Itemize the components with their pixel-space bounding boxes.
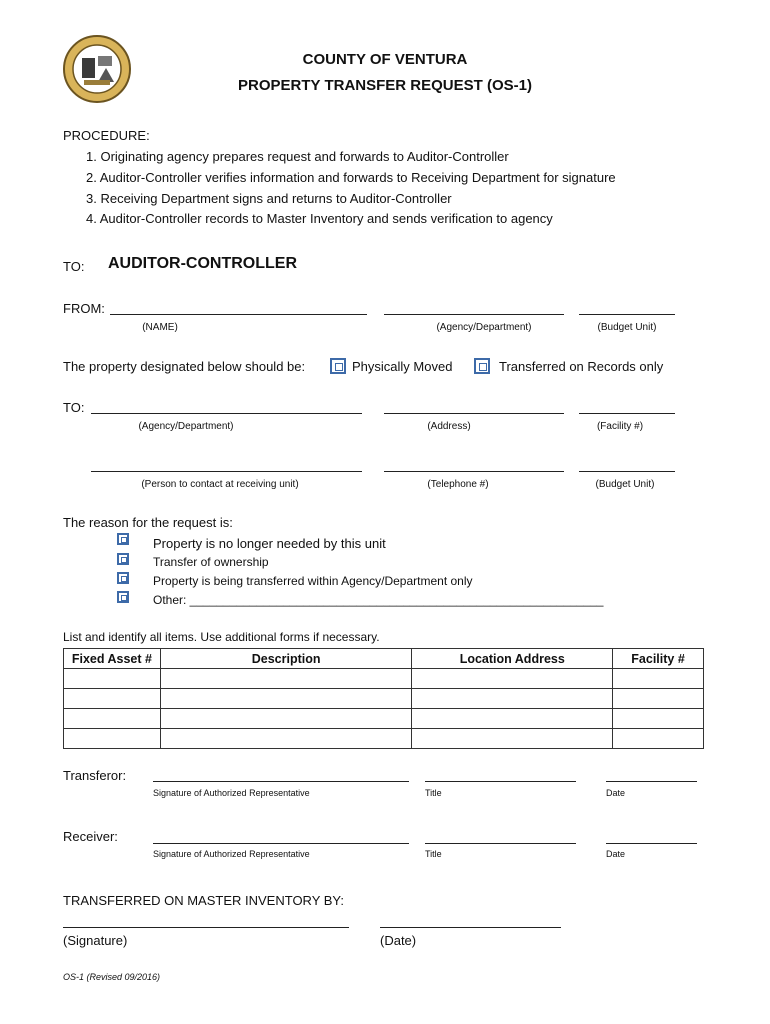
table-cell[interactable] [160, 729, 412, 749]
from-name-caption: (NAME) [142, 322, 178, 333]
reason-option: Transfer of ownership [153, 555, 269, 569]
table-cell[interactable] [613, 709, 704, 729]
table-cell[interactable] [64, 729, 161, 749]
to-agency-field[interactable] [91, 413, 362, 414]
from-name-field[interactable] [110, 314, 367, 315]
table-row [64, 689, 704, 709]
column-header: Fixed Asset # [64, 649, 161, 669]
from-label: FROM: [63, 301, 105, 316]
receiver-signature-caption: Signature of Authorized Representative [153, 849, 310, 859]
table-row [64, 729, 704, 749]
to-budget-field[interactable] [579, 471, 675, 472]
reason-prompt: The reason for the request is: [63, 515, 233, 530]
master-inventory-label: TRANSFERRED ON MASTER INVENTORY BY: [63, 893, 344, 908]
reason-other-checkbox[interactable] [117, 591, 129, 603]
physically-moved-checkbox[interactable] [330, 358, 346, 374]
procedure-step: 3. Receiving Department signs and returns to Auditor-Controller [86, 191, 452, 206]
table-cell[interactable] [64, 669, 161, 689]
reason-option-other: Other: ______________________________________________________________ [153, 593, 604, 607]
items-table [63, 648, 704, 749]
to-address-field[interactable] [384, 413, 564, 414]
table-cell[interactable] [613, 689, 704, 709]
county-title: COUNTY OF VENTURA [302, 51, 468, 68]
to-budget-caption: (Budget Unit) [595, 479, 655, 490]
table-row [64, 709, 704, 729]
reason-transfer-ownership-checkbox[interactable] [117, 553, 129, 565]
column-header: Location Address [412, 649, 613, 669]
to-address-caption: (Address) [427, 421, 471, 432]
column-header: Description [160, 649, 412, 669]
designation-prompt: The property designated below should be: [63, 359, 306, 374]
table-cell[interactable] [64, 709, 161, 729]
transferor-date-caption: Date [606, 788, 626, 798]
transferor-label: Transferor: [63, 768, 127, 783]
table-cell[interactable] [160, 689, 412, 709]
table-header-row [64, 649, 704, 669]
table-cell[interactable] [412, 709, 613, 729]
to-label: TO: [63, 259, 85, 274]
table-cell[interactable] [613, 669, 704, 689]
table-cell[interactable] [160, 669, 412, 689]
receiver-date-caption: Date [606, 849, 626, 859]
table-cell[interactable] [412, 729, 613, 749]
physically-moved-label: Physically Moved [352, 359, 453, 374]
to-agency-caption: (Agency/Department) [138, 421, 234, 432]
table-row [64, 669, 704, 689]
transferor-title-field[interactable] [425, 781, 576, 782]
reason-option: Property is being transferred within Agency/Department only [153, 574, 473, 588]
transferor-title-caption: Title [425, 788, 442, 798]
from-agency-caption: (Agency/Department) [436, 322, 532, 333]
from-agency-field[interactable] [384, 314, 564, 315]
procedure-step: 1. Originating agency prepares request and forwards to Auditor-Controller [86, 149, 509, 164]
contact-person-field[interactable] [91, 471, 362, 472]
telephone-field[interactable] [384, 471, 564, 472]
receiver-title-caption: Title [425, 849, 442, 859]
column-header: Facility # [613, 649, 704, 669]
items-instruction: List and identify all items. Use additional forms if necessary. [63, 630, 380, 644]
transferor-date-field[interactable] [606, 781, 697, 782]
reason-within-agency-checkbox[interactable] [117, 572, 129, 584]
to-facility-field[interactable] [579, 413, 675, 414]
records-only-label: Transferred on Records only [499, 359, 664, 374]
reason-no-longer-needed-checkbox[interactable] [117, 533, 129, 545]
to-dest-label: TO: [63, 400, 85, 415]
table-cell[interactable] [160, 709, 412, 729]
master-signature-field[interactable] [63, 927, 349, 928]
contact-person-caption: (Person to contact at receiving unit) [141, 479, 299, 490]
to-facility-caption: (Facility #) [596, 421, 644, 432]
records-only-checkbox[interactable] [474, 358, 490, 374]
transferor-signature-caption: Signature of Authorized Representative [153, 788, 310, 798]
receiver-title-field[interactable] [425, 843, 576, 844]
table-cell[interactable] [412, 689, 613, 709]
form-title: PROPERTY TRANSFER REQUEST (OS-1) [238, 77, 532, 94]
procedure-step: 4. Auditor-Controller records to Master Inventory and sends verification to agency [86, 211, 553, 226]
from-budget-caption: (Budget Unit) [597, 322, 657, 333]
master-date-field[interactable] [380, 927, 561, 928]
procedure-label: PROCEDURE: [63, 128, 150, 143]
table-cell[interactable] [613, 729, 704, 749]
receiver-signature-field[interactable] [153, 843, 409, 844]
transferor-signature-field[interactable] [153, 781, 409, 782]
master-signature-caption: (Signature) [63, 933, 128, 948]
telephone-caption: (Telephone #) [427, 479, 489, 490]
master-date-caption: (Date) [380, 933, 417, 948]
receiver-label: Receiver: [63, 829, 118, 844]
receiver-date-field[interactable] [606, 843, 697, 844]
from-budget-field[interactable] [579, 314, 675, 315]
form-revision: OS-1 (Revised 09/2016) [63, 972, 161, 982]
reason-option: Property is no longer needed by this unit [153, 536, 386, 551]
table-cell[interactable] [412, 669, 613, 689]
procedure-step: 2. Auditor-Controller verifies information and forwards to Receiving Department for signature [86, 170, 616, 185]
to-auditor-value: AUDITOR-CONTROLLER [108, 255, 298, 272]
table-cell[interactable] [64, 689, 161, 709]
